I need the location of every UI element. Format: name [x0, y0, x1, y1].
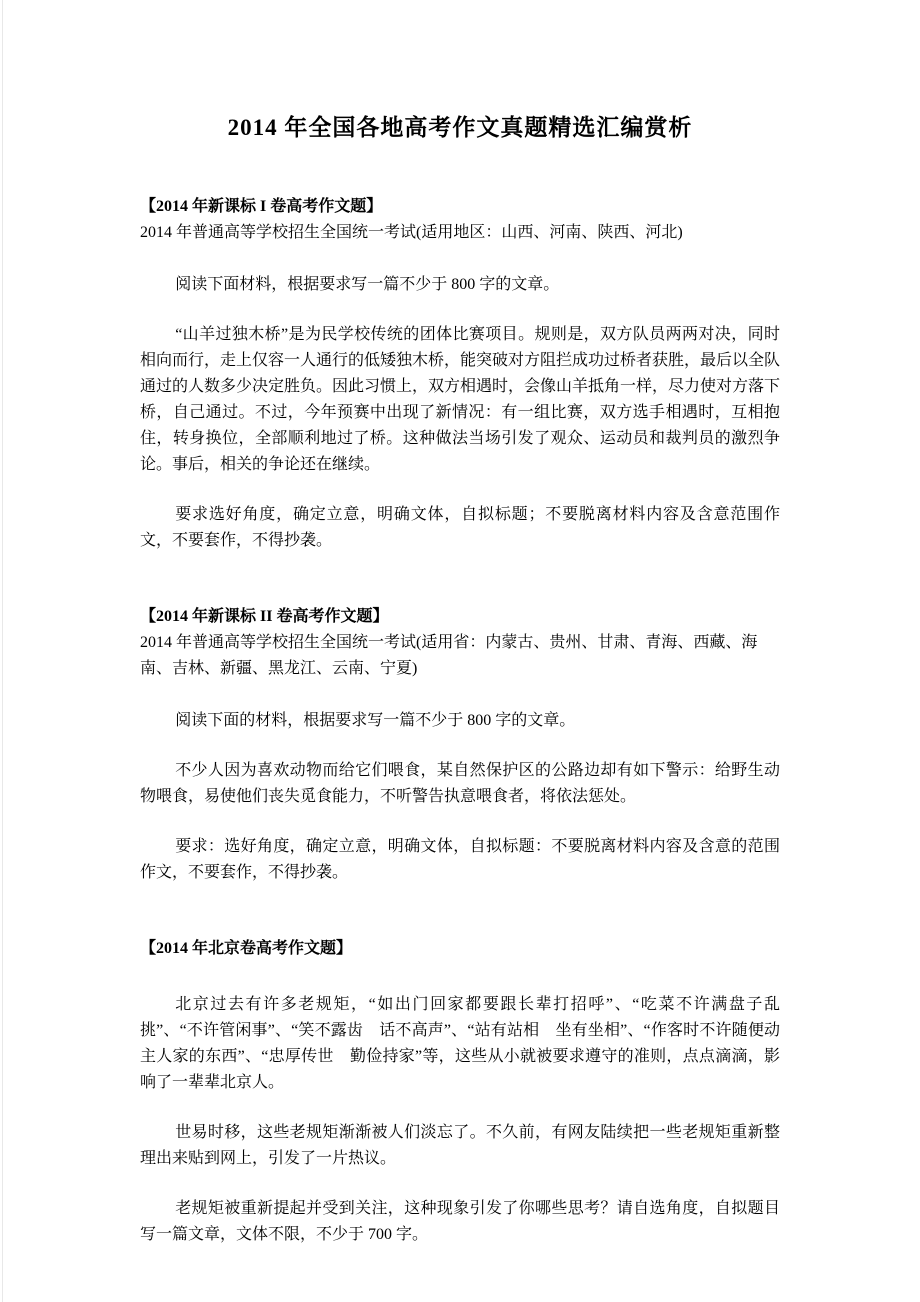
section-heading: 【2014 年新课标 I 卷高考作文题】	[140, 198, 383, 215]
paragraph-instruction: 阅读下面的材料，根据要求写一篇不少于 800 字的文章。	[175, 712, 576, 729]
section-new-curriculum-2	[140, 604, 780, 886]
section-subheading: 2014 年普通高等学校招生全国统一考试(适用地区：山西、河南、陕西、河北)	[140, 224, 683, 241]
document-title: 2014 年全国各地高考作文真题精选汇编赏析	[227, 115, 693, 140]
section-heading: 【2014 年北京卷高考作文题】	[140, 940, 353, 957]
paragraph-requirements: 老规矩被重新提起并受到关注，这种现象引发了你哪些思考？请自选角度，自拟题目写一篇文章，文体不限，不少于 700 字。	[140, 1200, 780, 1243]
paragraph-material: “山羊过独木桥”是为民学校传统的团体比赛项目。规则是，双方队员两两对决，同时相向而行，走上仅容一人通行的低矮独木桥，能突破对方阻拦成功过桥者获胜，最后以全队通过的人数多少决定胜负。因此习惯上，双方相遇时，会像山羊抵角一样，尽力使对方落下桥，自己通过。不过，今年预赛中出现了新情况：有一组比赛，双方选手相遇时，互相抱住，转身换位，全部顺利地过了桥。这种做法当场引发了观众、运动员和裁判员的激烈争论。事后，相关的争论还在继续。	[140, 326, 781, 473]
section-heading: 【2014 年新课标 II 卷高考作文题】	[140, 608, 389, 625]
paragraph-material: 北京过去有许多老规矩，“如出门回家都要跟长辈打招呼”、“吃菜不许满盘子乱挑”、“不许管闲事”、“笑不露齿 话不高声”、“站有站相 坐有坐相”、“作客时不许随便动主人家的东西”、“忠厚传世 勤俭持家”等，这些从小就被要求遵守的准则，点点滴滴，影响了一辈辈北京人。	[140, 996, 780, 1091]
paragraph-instruction: 阅读下面材料，根据要求写一篇不少于 800 字的文章。	[175, 276, 560, 293]
paragraph-requirements: 要求：选好角度，确定立意，明确文体，自拟标题：不要脱离材料内容及含意的范围作文，不要套作，不得抄袭。	[140, 838, 780, 881]
paragraph-requirements: 要求选好角度，确定立意，明确文体，自拟标题；不要脱离材料内容及含意范围作文，不要套作，不得抄袭。	[140, 506, 780, 549]
paragraph-material: 不少人因为喜欢动物而给它们喂食，某自然保护区的公路边却有如下警示：给野生动物喂食，易使他们丧失觅食能力，不听警告执意喂食者，将依法惩处。	[140, 762, 780, 805]
section-subheading: 2014 年普通高等学校招生全国统一考试(适用省：内蒙古、贵州、甘肃、青海、西藏、海南、吉林、新疆、黑龙江、云南、宁夏)	[140, 634, 758, 677]
section-beijing	[140, 936, 780, 1248]
section-new-curriculum-1	[140, 194, 780, 554]
paragraph-material: 世易时移，这些老规矩渐渐被人们淡忘了。不久前，有网友陆续把一些老规矩重新整理出来贴到网上，引发了一片热议。	[140, 1124, 780, 1167]
